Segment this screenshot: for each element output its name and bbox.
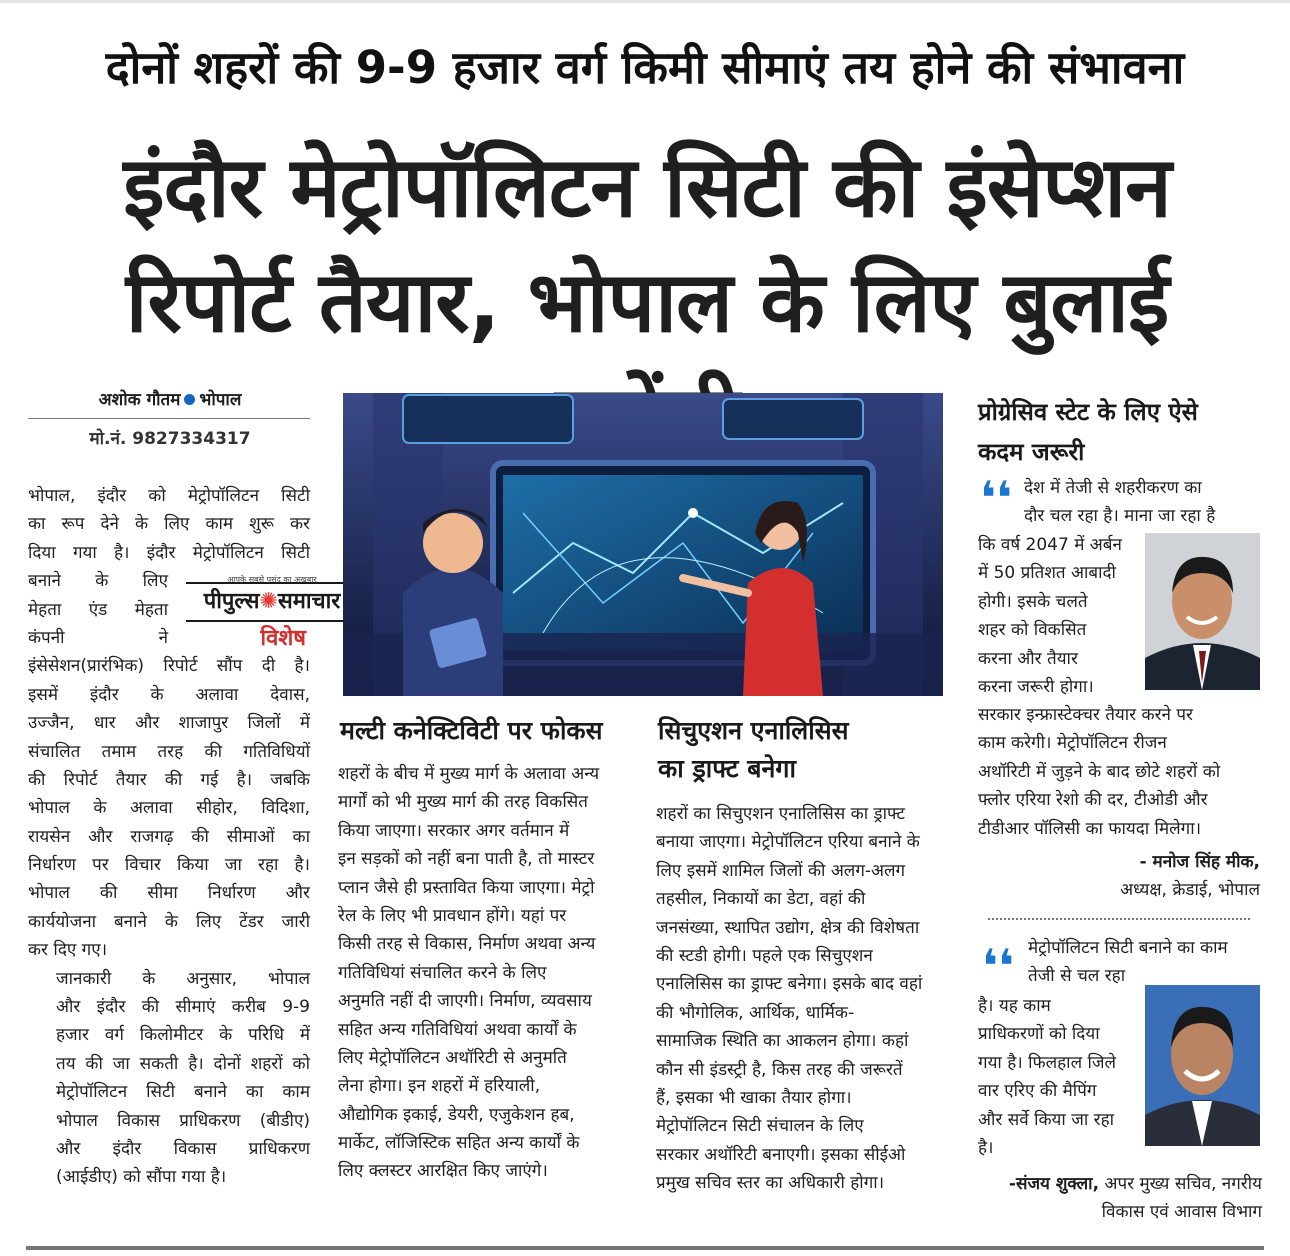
illustration-smart-city bbox=[343, 393, 943, 696]
text-line: भोपाल की सीमा निर्धारण और bbox=[28, 883, 310, 904]
byline-divider bbox=[28, 418, 310, 419]
portrait-sanjay-shukla bbox=[1145, 985, 1260, 1146]
text-line: भोपाल के अलावा सीहोर, विदिशा, bbox=[28, 798, 310, 819]
quote-1-signature-name: - मनोज सिंह मीक, bbox=[1139, 852, 1260, 872]
text-line: सरकार इन्फ्रास्टेक्चर तैयार करने पर bbox=[978, 705, 1193, 725]
text-line: रेल के लिए भी प्रावधान होंगे। यहां पर bbox=[338, 905, 567, 926]
top-rule bbox=[0, 0, 1290, 3]
text-line: दिया गया है। इंदौर मेट्रोपॉलिटन सिटी bbox=[28, 542, 310, 563]
text-line: अथॉरिटी में जुड़ने के बाद छोटे शहरों को bbox=[978, 761, 1221, 782]
text-line: उज्जैन, धार और शाजापुर जिलों में bbox=[28, 713, 310, 734]
text-line: इंसेसेशन(प्रारंभिक) रिपोर्ट सौंप दी है। bbox=[28, 656, 310, 677]
quote-2-top bbox=[1028, 934, 1268, 991]
column-3-heading bbox=[658, 712, 948, 788]
column-1-paragraph-1 bbox=[28, 482, 310, 965]
text-line: लिए क्लस्टर आरक्षित किए जाएंगे। bbox=[338, 1161, 548, 1182]
sidebar-heading bbox=[978, 392, 1263, 472]
star-icon: ✺ bbox=[259, 589, 278, 614]
quote-1-signature-title: अध्यक्ष, क्रेडाई, भोपाल bbox=[1120, 880, 1260, 901]
text-line: जानकारी के अनुसार, भोपाल bbox=[56, 968, 310, 989]
text-line: प्लान जैसे ही प्रस्तावित किया जाएगा। मेट्रो bbox=[338, 877, 595, 898]
quote-2-signature-title-2: विकास एवं आवास विभाग bbox=[1101, 1202, 1262, 1223]
text-line: प्राधिकरणों को दिया bbox=[978, 1024, 1100, 1045]
text-line: (आईडीए) को सौंपा गया है। bbox=[56, 1167, 227, 1188]
brand-tagline: आपके सबसे पसंद का अखबार bbox=[227, 575, 317, 584]
text-line: मार्केट, लॉजिस्टिक सहित अन्य कार्यों के bbox=[338, 1133, 580, 1154]
text-line: कदम जरूरी bbox=[978, 438, 1085, 466]
quote-1-middle bbox=[978, 531, 1138, 701]
column-2-body bbox=[338, 760, 628, 1186]
text-line: बनाया जाएगा। मेट्रोपॉलिटन एरिया बनाने के bbox=[656, 832, 920, 853]
byline-place: भोपाल bbox=[199, 390, 242, 410]
text-line: शहर को विकसित bbox=[978, 620, 1087, 641]
headline-line-1: इंदौर मेट्रोपॉलिटन सिटी की इंसेप्शन bbox=[123, 138, 1171, 236]
text-line: तेजी से चल रहा bbox=[1028, 966, 1126, 987]
kicker-headline: दोनों शहरों की 9-9 हजार वर्ग किमी सीमाएं तय होने की संभावना bbox=[105, 41, 1185, 94]
text-line: की भौगोलिक, आर्थिक, धार्मिक- bbox=[656, 1002, 855, 1023]
quote-2-signature-line-1 bbox=[978, 1170, 1262, 1198]
text-line: और सर्वे किया जा रहा bbox=[978, 1109, 1115, 1130]
text-line: तय की जा सकती है। दोनों शहरों को bbox=[56, 1053, 310, 1074]
text-line: औद्योगिक इकाई, डेयरी, एजुकेशन हब, bbox=[338, 1104, 575, 1125]
text-line: इसमें इंदौर के अलावा देवास, bbox=[28, 684, 310, 705]
text-line: भोपाल विकास प्राधिकरण (बीडीए) bbox=[56, 1110, 310, 1131]
text-line: का ड्राफ्ट बनेगा bbox=[658, 754, 796, 783]
text-line: और इंदौर की सीमाएं करीब 9-9 bbox=[56, 997, 310, 1018]
text-line: कार्ययोजना बनाने के लिए टेंडर जारी bbox=[28, 911, 310, 932]
text-line: संचालित तमाम तरह की गतिविधियों bbox=[28, 741, 310, 762]
author-mobile: मो.नं. 9827334317 bbox=[89, 429, 251, 449]
text-line: अनुमति नहीं दी जाएगी। निर्माण, व्यवसाय bbox=[338, 991, 592, 1012]
text-line: गया है। फिलहाल जिले bbox=[978, 1052, 1117, 1073]
text-line: एनालिसिस का ड्राफ्ट बनेगा। इसके बाद वहां bbox=[656, 974, 923, 995]
text-line: है। bbox=[978, 1137, 994, 1158]
text-line: लिए मेट्रोपॉलिटन अथॉरिटी से अनुमति bbox=[338, 1047, 567, 1068]
text-line: होगी। इसके चलते bbox=[978, 591, 1088, 612]
text-line: इन सड़कों को नहीं बना पाती है, तो मास्टर bbox=[338, 849, 595, 870]
quote-2-signature bbox=[978, 1170, 1262, 1227]
text-line: रायसेन और राजगढ़ की सीमाओं का bbox=[28, 826, 310, 847]
portrait-1-svg bbox=[1145, 533, 1260, 690]
text-line: सिचुएशन एनालिसिस bbox=[658, 716, 849, 745]
column-1-paragraph-2 bbox=[28, 965, 310, 1192]
text-line: कौन सी इंडस्ट्री है, किस तरह की जरूरतें bbox=[656, 1059, 903, 1080]
text-line: फ्लोर एरिया रेशो की दर, टीओडी और bbox=[978, 790, 1208, 811]
text-line: वार एरिए की मैपिंग bbox=[978, 1081, 1097, 1102]
text-line: की रिपोर्ट तैयार की गई है। जबकि bbox=[28, 769, 310, 790]
text-line: सहित अन्य गतिविधियां अथवा कार्यों के bbox=[338, 1019, 577, 1040]
text-line: मेट्रोपॉलिटन सिटी बनाने का काम bbox=[56, 1082, 310, 1103]
text-line: सामाजिक स्थिति का आकलन होगा। कहां bbox=[656, 1031, 909, 1052]
text-line: तहसील, निकायों का डेटा, वहां की bbox=[656, 889, 866, 910]
quote-1-signature bbox=[978, 848, 1260, 905]
text-line: भोपाल, इंदौर को मेट्रोपॉलिटन सिटी bbox=[28, 486, 310, 506]
column-3-body bbox=[656, 800, 948, 1197]
brand-logo bbox=[186, 582, 358, 622]
bottom-rule bbox=[26, 1246, 1264, 1250]
quote-icon: ❛❛ bbox=[982, 939, 1014, 993]
text-line: शहरों का सिचुएशन एनालिसिस का ड्राफ्ट bbox=[656, 804, 905, 824]
brand-name-left: पीपुल्स bbox=[203, 589, 260, 614]
text-line: कर दिए गए। bbox=[28, 940, 108, 961]
text-line: की स्टडी होगी। पहले एक सिचुएशन bbox=[656, 945, 873, 966]
byline bbox=[30, 385, 310, 415]
text-line: मेट्रोपॉलिटन सिटी संचालन के लिए bbox=[656, 1116, 864, 1137]
text-line: प्रोग्रेसिव स्टेट के लिए ऐसे bbox=[978, 398, 1198, 426]
text-line: बनाने के लिए bbox=[28, 571, 168, 592]
text-line: काम करेगी। मेट्रोपॉलिटन रीजन bbox=[978, 733, 1167, 754]
text-line: दौर चल रहा है। माना जा रहा है bbox=[1024, 506, 1216, 527]
quote-icon: ❛❛ bbox=[980, 471, 1012, 525]
text-line: किया जाएगा। सरकार अगर वर्तमान में bbox=[338, 820, 570, 841]
brand-special-tag: विशेष bbox=[260, 626, 306, 651]
column-2-heading: मल्टी कनेक्टिविटी पर फोकस bbox=[340, 716, 603, 745]
sidebar-dotted-divider bbox=[988, 918, 1250, 920]
text-line: निर्धारण पर विचार किया जा रहा है। bbox=[28, 855, 310, 876]
text-line: मेहता एंड मेहता bbox=[28, 599, 168, 620]
text-line: मार्गों को भी मुख्य मार्ग की तरह विकसित bbox=[338, 792, 588, 813]
text-line: करना जरूरी होगा। bbox=[978, 676, 1094, 697]
text-line: हजार वर्ग किलोमीटर के परिधि में bbox=[56, 1025, 310, 1046]
text-line: किसी तरह से विकास, निर्माण अथवा अन्य bbox=[338, 934, 596, 955]
text-line: हैं, इसका भी खाका तैयार होगा। bbox=[656, 1087, 852, 1108]
text-line: लिए इसमें शामिल जिलों की अलग-अलग bbox=[656, 860, 906, 881]
text-line: मेट्रोपॉलिटन सिटी बनाने का काम bbox=[1028, 938, 1228, 958]
text-line: गतिविधियां संचालित करने के लिए bbox=[338, 962, 547, 983]
text-line: है। यह काम bbox=[978, 996, 1051, 1016]
text-line: टीडीआर पॉलिसी का फायदा मिलेगा। bbox=[978, 818, 1202, 839]
text-line: कंपनी ने bbox=[28, 627, 168, 648]
text-line: करना और तैयार bbox=[978, 648, 1078, 669]
text-line: शहरों के बीच में मुख्य मार्ग के अलावा अन्य bbox=[338, 764, 600, 784]
brand-box bbox=[186, 574, 358, 654]
text-line: कि वर्ष 2047 में अर्बन bbox=[978, 535, 1122, 555]
text-line: का रूप देने के लिए काम शुरू कर bbox=[28, 514, 310, 535]
quote-2-signature-name: -संजय शुक्ला, bbox=[1008, 1174, 1100, 1194]
text-line: जनसंख्या, स्थापित उद्योग, क्षेत्र की विशेषता bbox=[656, 917, 920, 938]
brand-name-right: समाचार bbox=[277, 589, 341, 614]
illustration-svg bbox=[343, 393, 943, 696]
text-line: देश में तेजी से शहरीकरण का bbox=[1024, 478, 1202, 498]
text-line: में 50 प्रतिशत आबादी bbox=[978, 563, 1116, 584]
quote-2-signature-title-1: अपर मुख्य सचिव, नगरीय bbox=[1099, 1174, 1262, 1194]
headline-line-2: रिपोर्ट तैयार, भोपाल के लिए बुलाई bbox=[125, 253, 1169, 351]
quote-2-middle bbox=[978, 992, 1143, 1162]
text-line: लेना होगा। इन शहरों में हरियाली, bbox=[338, 1076, 541, 1097]
text-line: और इंदौर विकास प्राधिकरण bbox=[56, 1138, 310, 1159]
quote-1-top bbox=[1024, 474, 1262, 531]
bullet-dot-icon bbox=[184, 394, 195, 405]
portrait-manoj-singh-meek bbox=[1145, 533, 1260, 690]
text-line: प्रमुख सचिव स्तर का अधिकारी होगा। bbox=[656, 1173, 885, 1194]
author-name: अशोक गौतम bbox=[98, 390, 181, 410]
quote-1-bottom bbox=[978, 701, 1264, 843]
portrait-2-svg bbox=[1145, 985, 1260, 1146]
text-line: सरकार अथॉरिटी बनाएगी। इसका सीईओ bbox=[656, 1144, 906, 1165]
